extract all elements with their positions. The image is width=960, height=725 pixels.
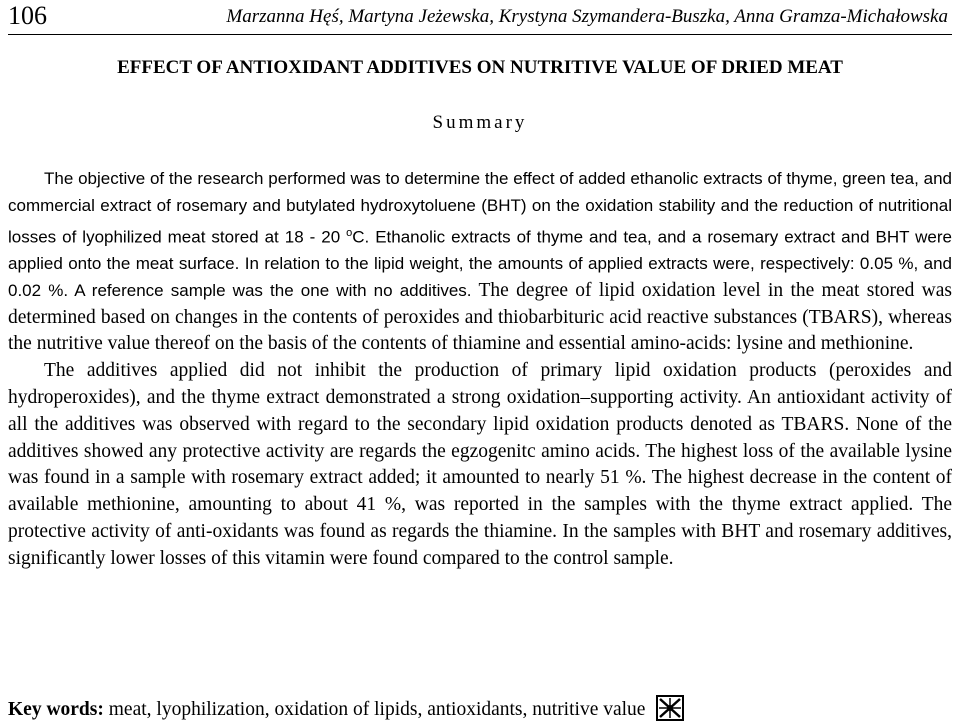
article-title: EFFECT OF ANTIOXIDANT ADDITIVES ON NUTRITIVE VALUE OF DRIED MEAT	[117, 57, 843, 78]
keywords-line	[8, 695, 952, 723]
running-head-authors: Marzanna Hęś, Martyna Jeżewska, Krystyna Szymandera-Buszka, Anna Gramza-Michałowska	[226, 6, 948, 27]
abstract-paragraph-2: The additives applied did not inhibit the production of primary lipid oxidation products (peroxides and hydroperoxides), and the thyme extract demonstrated a strong oxidation–supporting activity. An antioxidant activity of all the additives was observed with regard to the secondary lipid oxidation products denoted as TBARS. None of the additives showed any protective activity are regards the egzogenitc amino acids. The highest loss of the available lysine was found in a sample with rosemary extract added; it amounted to nearly 51 %. The highest decrease in the content of available methionine, amounting to about 41 %, was reported in the samples with the thyme extract applied. The protective activity of anti-oxidants was found as regards the thiamine. In the samples with BHT and rosemary additives, significantly lower losses of this vitamin were found compared to the control sample.	[8, 360, 952, 569]
abstract-text-part-3: The degree of lipid oxidation level in the meat stored was determined based on changes in the contents of peroxides and thiobarbituric acid reactive substances (TBARS), whereas the nutritive value thereof on the basis of the contents of thiamine and essential amino-acids: lysine and methionine.	[8, 279, 952, 355]
keywords-label: Key words:	[8, 699, 104, 720]
page-number: 106	[8, 1, 47, 30]
abstract-text-part-2: C. Ethanolic extracts of thyme and tea, and a rosemary extract and BHT were applied onto the meat surface. In relation to the lipid weight, the amounts of applied extracts were, respectively: 0.05 %, and 0.02 %. A reference sample was the one with no additives.	[8, 227, 952, 300]
page-header	[8, 0, 952, 35]
summary-heading: Summary	[432, 112, 528, 133]
decorative-ornament-icon	[656, 695, 684, 721]
abstract-paragraph-1	[8, 166, 952, 358]
degree-sign: o	[346, 226, 353, 239]
abstract-text-part-1: The objective of the research performed was to determine the effect of added ethanolic extracts of thyme, green tea, and commercial extract of rosemary and butylated hydroxytoluene (BHT) on the oxidation stability and the reduction of nutritional losses of lyophilized meat stored at 18 - 20	[8, 169, 952, 247]
keywords-text: meat, lyophilization, oxidation of lipids, antioxidants, nutritive value	[103, 699, 646, 720]
abstract-body	[8, 166, 952, 573]
